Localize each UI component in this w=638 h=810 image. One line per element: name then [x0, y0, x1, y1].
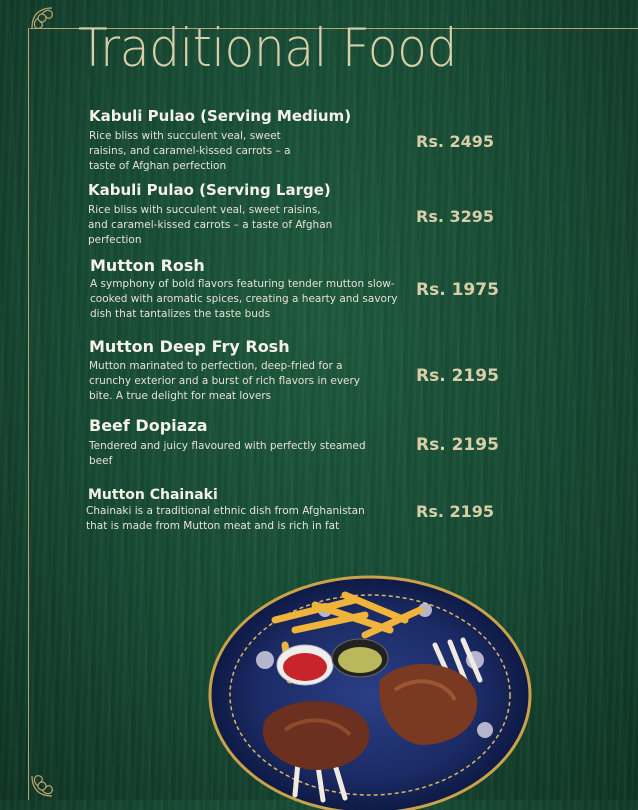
item-description: Rice bliss with succulent veal, sweet raisins, and caramel-kissed carrots – a taste of Afghan perfection: [89, 130, 291, 172]
item-description: Chainaki is a traditional ethnic dish from Afghanistan that is made from Mutton meat and is rich in fat: [86, 505, 365, 532]
food-plate-image: [205, 570, 535, 810]
item-price: Rs. 2195: [416, 502, 495, 521]
frame-left-line: [28, 28, 29, 800]
item-price: Rs. 1975: [416, 280, 499, 300]
item-name: Beef Dopiaza: [89, 416, 208, 435]
item-price: Rs. 2195: [416, 435, 499, 455]
item-name: Mutton Deep Fry Rosh: [89, 337, 290, 356]
item-name: Kabuli Pulao (Serving Medium): [89, 107, 352, 125]
item-price: Rs. 2195: [416, 366, 499, 386]
item-description: Rice bliss with succulent veal, sweet raisins, and caramel-kissed carrots – a taste of Afghan perfection: [88, 204, 333, 246]
item-price: Rs. 2495: [416, 132, 495, 151]
corner-ornament-bottom: [28, 754, 74, 800]
item-name: Mutton Chainaki: [88, 487, 218, 503]
item-description: Tendered and juicy flavoured with perfectly steamed beef: [89, 440, 366, 467]
item-price: Rs. 3295: [416, 207, 495, 226]
page-title: Traditional Food: [78, 18, 457, 79]
item-description: A symphony of bold flavors featuring tender mutton slow-cooked with aromatic spices, creating a hearty and savory dish that tantalizes the taste buds: [90, 278, 398, 320]
item-name: Mutton Rosh: [90, 256, 205, 275]
item-description: Mutton marinated to perfection, deep-fried for a crunchy exterior and a burst of rich flavors in every bite. A true delight for meat lovers: [89, 360, 361, 402]
corner-ornament-top: [28, 4, 74, 50]
item-name: Kabuli Pulao (Serving Large): [88, 181, 331, 199]
